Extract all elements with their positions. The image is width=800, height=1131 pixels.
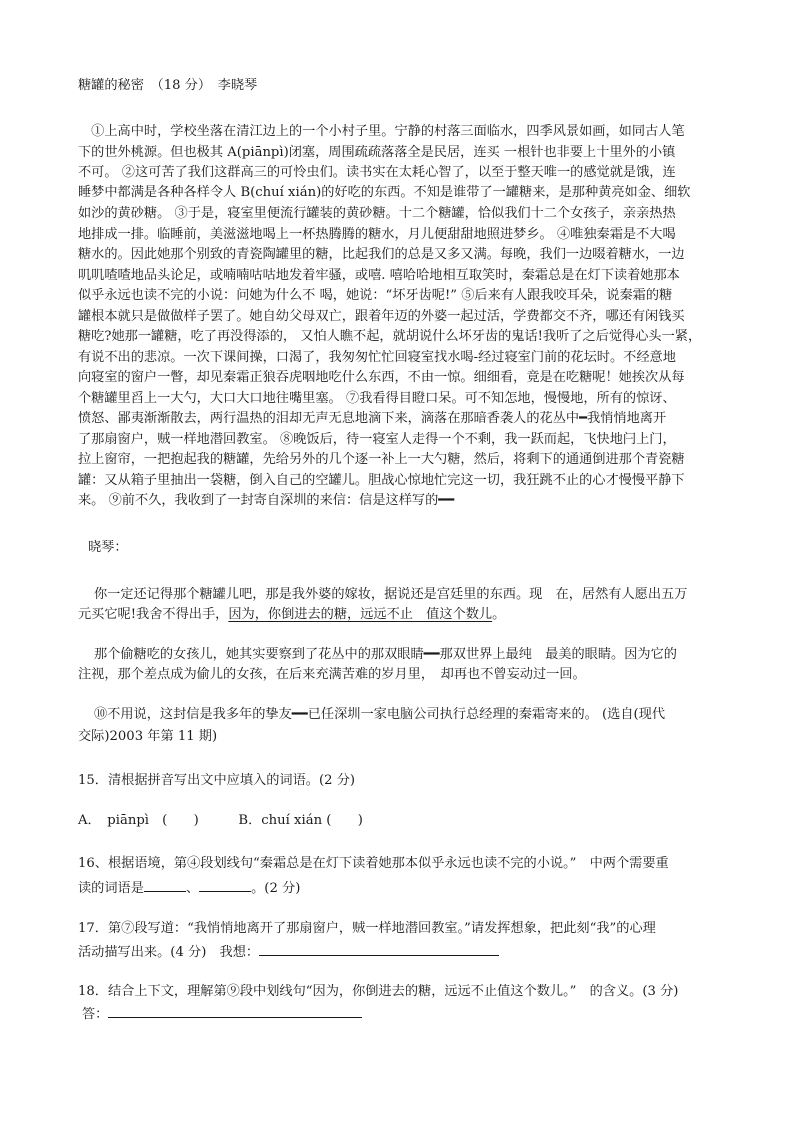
question-17-prompt: 活动描写出来。(4 分) 我想： xyxy=(78,945,260,960)
body-line: ①上高中时，学校坐落在清江边上的一个小村子里。宁静的村落三面临水，四季风景如画，如同古人笔 xyxy=(78,124,685,139)
question-16-suffix: 。(2 分) xyxy=(251,881,301,896)
body-line: 罐根本就只是做做样子罢了。她自幼父母双亡，跟着年迈的外婆一起过活，学费都交不齐，哪还有闲钱买 xyxy=(78,309,685,324)
question-16-answer-line xyxy=(78,877,300,898)
body-line: 罐：又从箱子里抽出一袋糖，倒入自己的空罐儿。胆战心惊地忙完这一切，我狂跳不止的心才慢慢平静下 xyxy=(78,473,685,488)
question-18-answer-line xyxy=(82,1003,362,1024)
letter-text: 元买它呢!我舍不得出手， xyxy=(78,607,229,622)
answer-label: 答： xyxy=(82,1007,109,1022)
body-line: 愤怒、鄙夷渐渐散去，两行温热的泪却无声无息地滴下来，滴落在那暗香袭人的花丛中━我悄悄地离开 xyxy=(78,411,667,426)
body-line: 了那扇窗户，贼一样地潜回教室。 ⑧晚饭后，待一寝室人走得一个不剩，我一跃而起，飞快地闩上门， xyxy=(78,432,676,447)
body-line: 叽叽喳喳地品头论足，或喃喃咕咕地发着牢骚，或嘻. 嘻哈哈地相互取笑时，秦霜总是在灯下读着她那本 xyxy=(78,268,680,283)
letter-line: 你一定还记得那个糖罐儿吧，那是我外婆的嫁妆，据说还是宫廷里的东西。现 在，居然有人愿出五万 xyxy=(94,587,688,602)
letter-text: 。 xyxy=(492,607,506,622)
body-line: 有说不出的悲凉。一次下课间操，口渴了，我匆匆忙忙回寝室找水喝-经过寝室门前的花坛时。不经意地 xyxy=(78,350,676,365)
body-line: 下的世外桃源。但也极其 A(piānpì)闭塞，周围疏疏落落全是民居，连买 一根针也非要上十里外的小镇 xyxy=(78,145,676,160)
blank-separator: 、 xyxy=(185,881,200,896)
body-line: 个糖罐里舀上一大勺，大口大口地往嘴里塞。 ⑦我看得目瞪口呆。可不知怎地，慢慢地，所有的惊讶、 xyxy=(78,391,676,406)
question-16-prefix: 读的词语是 xyxy=(78,881,144,896)
letter-line: 那个偷糖吃的女孩儿，她其实要察到了花丛中的那双眼睛━━那双世界上最纯 最美的眼睛。因为它的 xyxy=(94,647,677,662)
body-line: 糖水的。因此她那个别致的青瓷陶罐里的糖，比起我们的总是又多又满。每晚，我们一边啜着糖水，一边 xyxy=(78,247,685,262)
question-16: 16、根据语境，第④段划线句“秦霜总是在灯下读着她那本似乎永远也读不完的小说。” 中两个需要重 xyxy=(78,856,669,871)
source-note: 交际)2003 年第 11 期) xyxy=(78,729,218,744)
question-18: 18．结合上下文，理解第⑨段中划线句“因为，你倒进去的糖，远远不止值这个数儿。” 的含义。(3 分) xyxy=(78,984,679,999)
question-17-answer-line xyxy=(78,941,499,962)
letter-line xyxy=(78,606,505,624)
body-line: 来。 ⑨前不久，我收到了一封寄自深圳的来信：信是这样写的━━ xyxy=(78,493,455,508)
underlined-sentence: 因为，你倒进去的糖，远远不止 值这个数儿 xyxy=(228,607,493,622)
answer-blank[interactable] xyxy=(259,941,499,956)
article-title: 糖罐的秘密 （18 分） 李晓琴 xyxy=(78,78,258,93)
body-line: 不可。 ②这可苦了我们这群高三的可怜虫们。读书实在太耗心智了，以至于整天唯一的感觉就是饿，连 xyxy=(78,165,676,180)
answer-blank-1[interactable] xyxy=(144,877,186,892)
letter-line: 注视，那个差点成为偷儿的女孩，在后来充满苦难的岁月里， 却再也不曾妄动过一回。 xyxy=(78,667,586,682)
body-line: 向寝室的窗户一瞥，却见秦霜正狼吞虎咽地吃什么东西，不由一惊。细细看，竟是在吃糖呢！她挨次从每 xyxy=(78,370,685,385)
body-line: 糖吃?她那一罐糖，吃了再没得添的， 又怕人瞧不起，就胡说什么坏牙齿的鬼话!我听了之后觉得心头一紧， xyxy=(78,329,702,344)
question-17: 17．第⑦段写道：“我悄悄地离开了那扇窗户，贼一样地潜回教室。”请发挥想象，把此刻“我”的心理 xyxy=(78,921,656,936)
answer-blank[interactable] xyxy=(108,1003,362,1018)
body-line: 睡梦中都满是各种各样令人 B(chuí xián)的好吃的东西。不知是谁带了一罐糖来，是那种黄亮如金、细软 xyxy=(78,185,691,200)
body-line: 如沙的黄砂糖。 ③于是，寝室里便流行罐装的黄砂糖。十二个糖罐，恰似我们十二个女孩子，亲亲热热 xyxy=(78,206,676,221)
body-line: 拉上窗帘，一把抱起我的糖罐，先给另外的几个逐一补上一大勺糖，然后，将剩下的通通倒进那个青瓷糖 xyxy=(78,452,685,467)
closing-paragraph: ⑩不用说，这封信是我多年的挚友━━已任深圳一家电脑公司执行总经理的秦霜寄来的。 (选自(现代 xyxy=(94,707,666,722)
body-line: 地排成一排。临睡前，美滋滋地喝上一杯热腾腾的糖水，月儿便甜甜地照进梦乡。 ④唯独秦霜是不大喝 xyxy=(78,227,676,242)
letter-salutation: 晓琴： xyxy=(88,540,128,555)
question-15: 15．清根据拼音写出文中应填入的词语。(2 分) xyxy=(78,773,356,788)
body-line: 似乎永远也读不完的小说：问她为什么不 喝，她说：“坏牙齿呢!” ⑤后来有人跟我咬耳朵，说秦霜的糖 xyxy=(78,288,673,303)
answer-blank-2[interactable] xyxy=(199,877,251,892)
question-15-options: A． piānpì ( ) B．chuí xián ( ) xyxy=(78,813,363,828)
